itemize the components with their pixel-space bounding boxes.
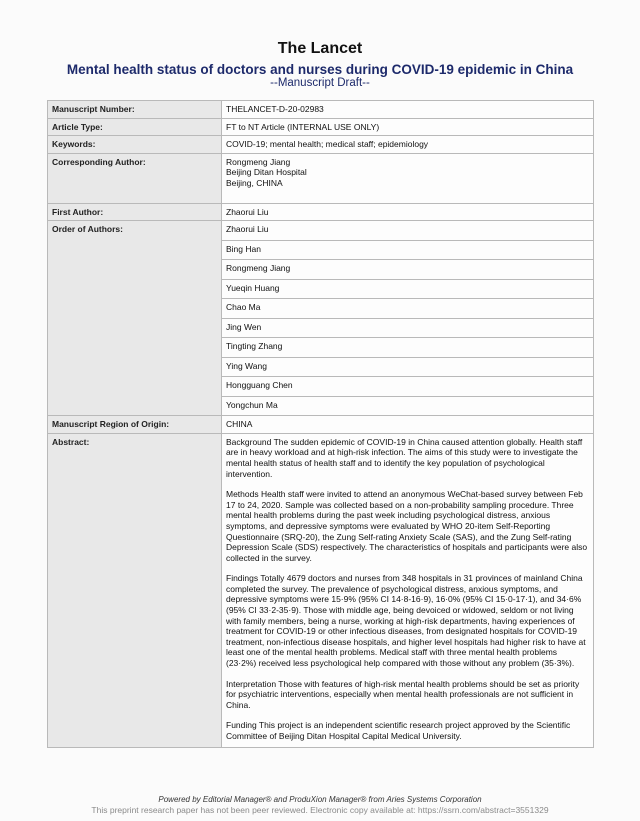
preprint-notice: This preprint research paper has not been peer reviewed. Electronic copy available at: https://ssrn.com/abstract=3551329 [91, 805, 549, 815]
row-manuscript-number [48, 101, 594, 119]
first-author-label: First Author: [48, 203, 222, 221]
row-first-author [48, 203, 594, 221]
corresponding-author-institution: Beijing Ditan Hospital [226, 167, 307, 178]
corresponding-author-label: Corresponding Author: [48, 153, 222, 203]
row-abstract [48, 433, 594, 747]
abstract-value [222, 433, 594, 747]
row-keywords [48, 136, 594, 154]
abstract-background: Background The sudden epidemic of COVID-19 in China caused attention globally. Health staff are in heavy workload and at high-risk infection. The aims of this study were to investigate the mental health status of health staff and to identify the key population of psychological intervention. [226, 436, 583, 479]
author-4: Yueqin Huang [222, 279, 594, 299]
abstract-interpretation: Interpretation Those with features of high-risk mental health problems should be set as priority for psychiatric interventions, especially when mental health professionals are not sufficient in China. [226, 678, 580, 710]
author-5: Chao Ma [222, 299, 594, 319]
keywords-value: COVID-19; mental health; medical staff; epidemiology [222, 136, 594, 154]
article-type-label: Article Type: [48, 118, 222, 136]
author-9: Hongguang Chen [222, 377, 594, 397]
abstract-funding: Funding This project is an independent scientific research project approved by the Scientific Committee of Beijing Ditan Hospital Capital Medical University. [226, 720, 571, 741]
abstract-label: Abstract: [48, 433, 222, 747]
row-corresponding-author [48, 153, 594, 203]
first-author-value: Zhaorui Liu [222, 203, 594, 221]
abstract-methods: Methods Health staff were invited to attend an anonymous WeChat-based survey between Feb 17 to 24, 2020. Sample was collected based on a non-probability sampling procedure. Three mental health problems during the past week including psychological distress, anxious symptoms, and depressive symptoms were evaluated by WHO 20-item Self-Reporting Questionnaire (SRQ-20), the Zung Self-rating Anxiety Scale (SAS), and the Zung Self-rating Depression Scale (SDS) respectively. The characteristics of hospitals and participants were also collected in the survey. [226, 489, 588, 563]
region-value: CHINA [222, 416, 594, 434]
author-1: Zhaorui Liu [222, 221, 594, 241]
manuscript-title: Mental health status of doctors and nurses during COVID-19 epidemic in China [66, 62, 574, 77]
manuscript-subtitle: --Manuscript Draft-- [270, 77, 370, 89]
author-8: Ying Wang [222, 357, 594, 377]
powered-by-footer: Powered by Editorial Manager® and ProduXion Manager® from Aries Systems Corporation [158, 795, 482, 804]
order-of-authors-label: Order of Authors: [48, 221, 222, 416]
corresponding-author-location: Beijing, CHINA [226, 177, 283, 188]
author-7: Tingting Zhang [222, 338, 594, 358]
manuscript-number-label: Manuscript Number: [48, 101, 222, 119]
article-type-value: FT to NT Article (INTERNAL USE ONLY) [222, 118, 594, 136]
manuscript-number-value: THELANCET-D-20-02983 [222, 101, 594, 119]
region-label: Manuscript Region of Origin: [48, 416, 222, 434]
manuscript-metadata-table [47, 100, 594, 748]
keywords-label: Keywords: [48, 136, 222, 154]
author-3: Rongmeng Jiang [222, 260, 594, 280]
abstract-findings: Findings Totally 4679 doctors and nurses from 348 hospitals in 31 provinces of mainland China completed the survey. The prevalence of psychological distress, anxious symptoms, and depressive symptoms were 15·9% (95% CI 14·8-16·9), 16·0% (95% CI 15·0-17·1), and 34·6% (95% CI 33·2-35·9). Those with middle age, being devoiced or widowed, seldom or not living with family members, being a nurse, working at high-risk departments, having experiences of treatment for COVID-19 or other infectious diseases, from designated hospitals for COVID-19 treatment, non-infectious disease hospitals, and higher level hospitals had higher risk to have at least one of the mental health problems. Medical staff with three mental health problems (23·2%) received less psychological help compared with those without any problem (35·3%). [226, 573, 586, 669]
author-10: Yongchun Ma [222, 396, 594, 416]
row-article-type [48, 118, 594, 136]
journal-name: The Lancet [277, 40, 363, 57]
corresponding-author-value [222, 153, 594, 203]
author-6: Jing Wen [222, 318, 594, 338]
row-region-of-origin [48, 416, 594, 434]
row-order-of-authors [48, 221, 594, 241]
author-2: Bing Han [222, 240, 594, 260]
corresponding-author-name: Rongmeng Jiang [226, 156, 291, 167]
